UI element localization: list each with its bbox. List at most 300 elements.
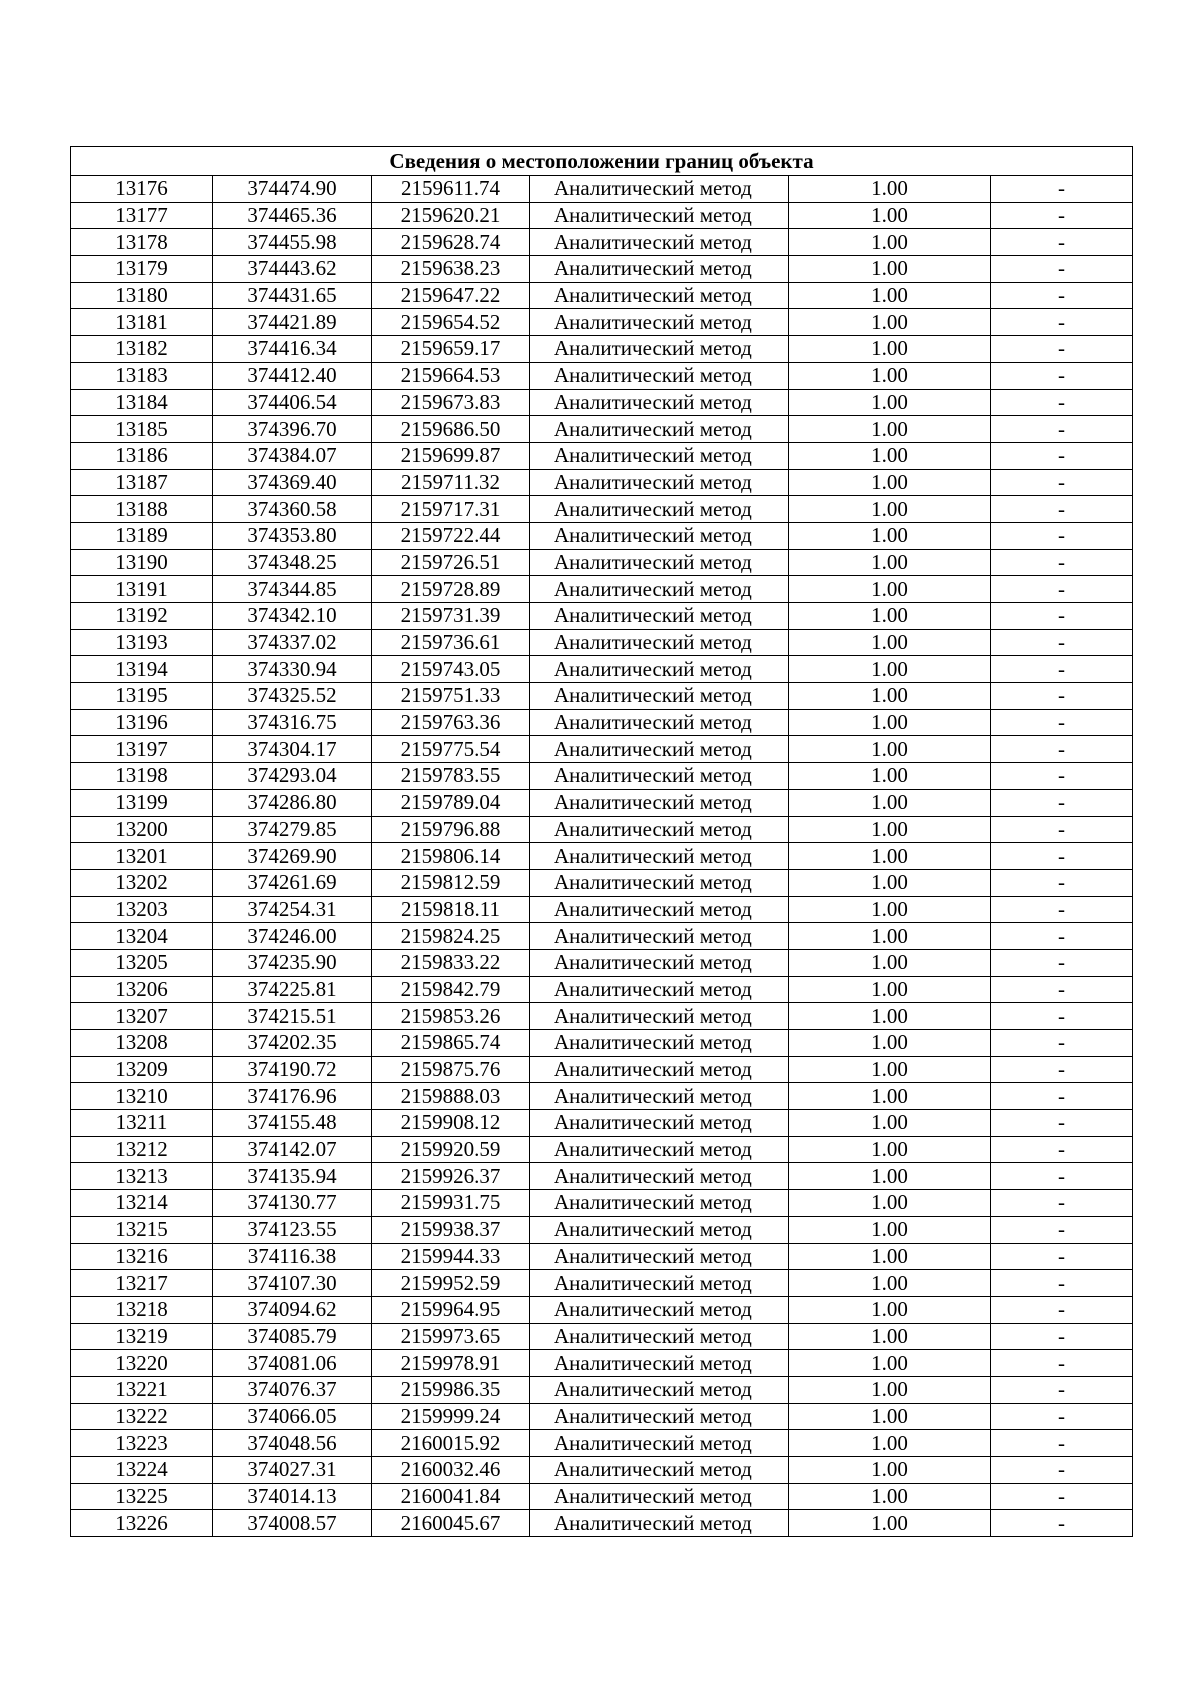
x-coordinate-cell: 374431.65	[213, 282, 372, 309]
table-row	[71, 763, 1133, 790]
point-number-cell: 13221	[71, 1376, 213, 1403]
description-cell: -	[991, 1056, 1133, 1083]
description-cell: -	[991, 416, 1133, 443]
accuracy-cell: 1.00	[789, 389, 991, 416]
point-number-cell: 13224	[71, 1457, 213, 1484]
table-row	[71, 736, 1133, 763]
table-row	[71, 389, 1133, 416]
point-number-cell: 13200	[71, 816, 213, 843]
x-coordinate-cell: 374014.13	[213, 1483, 372, 1510]
method-cell: Аналитический метод	[530, 576, 789, 603]
x-coordinate-cell: 374048.56	[213, 1430, 372, 1457]
x-coordinate-cell: 374190.72	[213, 1056, 372, 1083]
accuracy-cell: 1.00	[789, 1403, 991, 1430]
method-cell: Аналитический метод	[530, 1483, 789, 1510]
x-coordinate-cell: 374455.98	[213, 229, 372, 256]
table-row	[71, 843, 1133, 870]
point-number-cell: 13199	[71, 789, 213, 816]
description-cell: -	[991, 923, 1133, 950]
y-coordinate-cell: 2159888.03	[372, 1083, 530, 1110]
method-cell: Аналитический метод	[530, 1163, 789, 1190]
table-row	[71, 1510, 1133, 1537]
y-coordinate-cell: 2159789.04	[372, 789, 530, 816]
method-cell: Аналитический метод	[530, 496, 789, 523]
x-coordinate-cell: 374008.57	[213, 1510, 372, 1537]
x-coordinate-cell: 374316.75	[213, 709, 372, 736]
description-cell: -	[991, 1003, 1133, 1030]
method-cell: Аналитический метод	[530, 362, 789, 389]
table-row	[71, 469, 1133, 496]
y-coordinate-cell: 2159728.89	[372, 576, 530, 603]
description-cell: -	[991, 336, 1133, 363]
table-row	[71, 923, 1133, 950]
table-row	[71, 442, 1133, 469]
method-cell: Аналитический метод	[530, 389, 789, 416]
y-coordinate-cell: 2159763.36	[372, 709, 530, 736]
table-row	[71, 656, 1133, 683]
y-coordinate-cell: 2159978.91	[372, 1350, 530, 1377]
point-number-cell: 13211	[71, 1110, 213, 1137]
accuracy-cell: 1.00	[789, 202, 991, 229]
point-number-cell: 13218	[71, 1296, 213, 1323]
x-coordinate-cell: 374443.62	[213, 256, 372, 283]
point-number-cell: 13222	[71, 1403, 213, 1430]
accuracy-cell: 1.00	[789, 763, 991, 790]
table-caption: Сведения о местоположении границ объекта	[71, 147, 1133, 176]
x-coordinate-cell: 374344.85	[213, 576, 372, 603]
description-cell: -	[991, 1296, 1133, 1323]
description-cell: -	[991, 576, 1133, 603]
point-number-cell: 13214	[71, 1190, 213, 1217]
accuracy-cell: 1.00	[789, 469, 991, 496]
point-number-cell: 13186	[71, 442, 213, 469]
accuracy-cell: 1.00	[789, 709, 991, 736]
point-number-cell: 13210	[71, 1083, 213, 1110]
method-cell: Аналитический метод	[530, 282, 789, 309]
x-coordinate-cell: 374123.55	[213, 1216, 372, 1243]
accuracy-cell: 1.00	[789, 1003, 991, 1030]
point-number-cell: 13177	[71, 202, 213, 229]
description-cell: -	[991, 256, 1133, 283]
point-number-cell: 13212	[71, 1136, 213, 1163]
table-row	[71, 1350, 1133, 1377]
table-row	[71, 576, 1133, 603]
accuracy-cell: 1.00	[789, 1163, 991, 1190]
x-coordinate-cell: 374142.07	[213, 1136, 372, 1163]
accuracy-cell: 1.00	[789, 176, 991, 203]
x-coordinate-cell: 374360.58	[213, 496, 372, 523]
y-coordinate-cell: 2159775.54	[372, 736, 530, 763]
method-cell: Аналитический метод	[530, 1457, 789, 1484]
description-cell: -	[991, 603, 1133, 630]
point-number-cell: 13197	[71, 736, 213, 763]
accuracy-cell: 1.00	[789, 656, 991, 683]
point-number-cell: 13184	[71, 389, 213, 416]
accuracy-cell: 1.00	[789, 1056, 991, 1083]
y-coordinate-cell: 2159611.74	[372, 176, 530, 203]
description-cell: -	[991, 1457, 1133, 1484]
y-coordinate-cell: 2159986.35	[372, 1376, 530, 1403]
method-cell: Аналитический метод	[530, 1083, 789, 1110]
x-coordinate-cell: 374254.31	[213, 896, 372, 923]
x-coordinate-cell: 374202.35	[213, 1030, 372, 1057]
x-coordinate-cell: 374235.90	[213, 949, 372, 976]
y-coordinate-cell: 2159999.24	[372, 1403, 530, 1430]
method-cell: Аналитический метод	[530, 1003, 789, 1030]
accuracy-cell: 1.00	[789, 309, 991, 336]
y-coordinate-cell: 2159824.25	[372, 923, 530, 950]
y-coordinate-cell: 2159908.12	[372, 1110, 530, 1137]
x-coordinate-cell: 374325.52	[213, 683, 372, 710]
description-cell: -	[991, 1030, 1133, 1057]
y-coordinate-cell: 2159751.33	[372, 683, 530, 710]
x-coordinate-cell: 374176.96	[213, 1083, 372, 1110]
table-body	[71, 176, 1133, 1537]
description-cell: -	[991, 976, 1133, 1003]
x-coordinate-cell: 374085.79	[213, 1323, 372, 1350]
x-coordinate-cell: 374261.69	[213, 869, 372, 896]
point-number-cell: 13209	[71, 1056, 213, 1083]
method-cell: Аналитический метод	[530, 1350, 789, 1377]
table-row	[71, 256, 1133, 283]
table-row	[71, 1003, 1133, 1030]
accuracy-cell: 1.00	[789, 1350, 991, 1377]
y-coordinate-cell: 2159620.21	[372, 202, 530, 229]
description-cell: -	[991, 656, 1133, 683]
x-coordinate-cell: 374348.25	[213, 549, 372, 576]
method-cell: Аналитический метод	[530, 202, 789, 229]
accuracy-cell: 1.00	[789, 576, 991, 603]
y-coordinate-cell: 2159686.50	[372, 416, 530, 443]
x-coordinate-cell: 374135.94	[213, 1163, 372, 1190]
accuracy-cell: 1.00	[789, 603, 991, 630]
description-cell: -	[991, 683, 1133, 710]
point-number-cell: 13201	[71, 843, 213, 870]
method-cell: Аналитический метод	[530, 816, 789, 843]
method-cell: Аналитический метод	[530, 522, 789, 549]
accuracy-cell: 1.00	[789, 1323, 991, 1350]
accuracy-cell: 1.00	[789, 282, 991, 309]
point-number-cell: 13182	[71, 336, 213, 363]
x-coordinate-cell: 374421.89	[213, 309, 372, 336]
table-row	[71, 896, 1133, 923]
y-coordinate-cell: 2159853.26	[372, 1003, 530, 1030]
point-number-cell: 13204	[71, 923, 213, 950]
table-row	[71, 522, 1133, 549]
method-cell: Аналитический метод	[530, 416, 789, 443]
table-row	[71, 683, 1133, 710]
y-coordinate-cell: 2159806.14	[372, 843, 530, 870]
boundary-coordinates-table	[70, 146, 1133, 1537]
x-coordinate-cell: 374412.40	[213, 362, 372, 389]
point-number-cell: 13223	[71, 1430, 213, 1457]
accuracy-cell: 1.00	[789, 816, 991, 843]
point-number-cell: 13190	[71, 549, 213, 576]
description-cell: -	[991, 1430, 1133, 1457]
point-number-cell: 13220	[71, 1350, 213, 1377]
y-coordinate-cell: 2159875.76	[372, 1056, 530, 1083]
description-cell: -	[991, 202, 1133, 229]
accuracy-cell: 1.00	[789, 496, 991, 523]
table-row	[71, 709, 1133, 736]
table-row	[71, 1376, 1133, 1403]
method-cell: Аналитический метод	[530, 1296, 789, 1323]
y-coordinate-cell: 2159717.31	[372, 496, 530, 523]
table-row	[71, 1243, 1133, 1270]
method-cell: Аналитический метод	[530, 949, 789, 976]
method-cell: Аналитический метод	[530, 1430, 789, 1457]
point-number-cell: 13226	[71, 1510, 213, 1537]
table-row	[71, 816, 1133, 843]
point-number-cell: 13189	[71, 522, 213, 549]
table-row	[71, 1163, 1133, 1190]
description-cell: -	[991, 1323, 1133, 1350]
table-row	[71, 1323, 1133, 1350]
accuracy-cell: 1.00	[789, 442, 991, 469]
accuracy-cell: 1.00	[789, 1483, 991, 1510]
method-cell: Аналитический метод	[530, 763, 789, 790]
y-coordinate-cell: 2159654.52	[372, 309, 530, 336]
y-coordinate-cell: 2159865.74	[372, 1030, 530, 1057]
accuracy-cell: 1.00	[789, 736, 991, 763]
method-cell: Аналитический метод	[530, 1243, 789, 1270]
point-number-cell: 13188	[71, 496, 213, 523]
point-number-cell: 13206	[71, 976, 213, 1003]
table-row	[71, 603, 1133, 630]
x-coordinate-cell: 374107.30	[213, 1270, 372, 1297]
method-cell: Аналитический метод	[530, 256, 789, 283]
description-cell: -	[991, 229, 1133, 256]
table-row	[71, 976, 1133, 1003]
point-number-cell: 13219	[71, 1323, 213, 1350]
x-coordinate-cell: 374396.70	[213, 416, 372, 443]
point-number-cell: 13213	[71, 1163, 213, 1190]
table-row	[71, 1216, 1133, 1243]
x-coordinate-cell: 374416.34	[213, 336, 372, 363]
method-cell: Аналитический метод	[530, 309, 789, 336]
x-coordinate-cell: 374225.81	[213, 976, 372, 1003]
description-cell: -	[991, 309, 1133, 336]
method-cell: Аналитический метод	[530, 1056, 789, 1083]
accuracy-cell: 1.00	[789, 1083, 991, 1110]
accuracy-cell: 1.00	[789, 1243, 991, 1270]
table-row	[71, 1110, 1133, 1137]
point-number-cell: 13192	[71, 603, 213, 630]
table-row	[71, 336, 1133, 363]
y-coordinate-cell: 2159731.39	[372, 603, 530, 630]
table-row	[71, 496, 1133, 523]
description-cell: -	[991, 843, 1133, 870]
method-cell: Аналитический метод	[530, 629, 789, 656]
y-coordinate-cell: 2159842.79	[372, 976, 530, 1003]
point-number-cell: 13181	[71, 309, 213, 336]
description-cell: -	[991, 389, 1133, 416]
method-cell: Аналитический метод	[530, 1030, 789, 1057]
x-coordinate-cell: 374465.36	[213, 202, 372, 229]
table-row	[71, 229, 1133, 256]
method-cell: Аналитический метод	[530, 736, 789, 763]
accuracy-cell: 1.00	[789, 1510, 991, 1537]
point-number-cell: 13225	[71, 1483, 213, 1510]
table-row	[71, 1083, 1133, 1110]
accuracy-cell: 1.00	[789, 1376, 991, 1403]
description-cell: -	[991, 949, 1133, 976]
accuracy-cell: 1.00	[789, 362, 991, 389]
accuracy-cell: 1.00	[789, 976, 991, 1003]
x-coordinate-cell: 374330.94	[213, 656, 372, 683]
y-coordinate-cell: 2159722.44	[372, 522, 530, 549]
x-coordinate-cell: 374353.80	[213, 522, 372, 549]
description-cell: -	[991, 1083, 1133, 1110]
y-coordinate-cell: 2159673.83	[372, 389, 530, 416]
y-coordinate-cell: 2160015.92	[372, 1430, 530, 1457]
description-cell: -	[991, 522, 1133, 549]
description-cell: -	[991, 549, 1133, 576]
y-coordinate-cell: 2159699.87	[372, 442, 530, 469]
description-cell: -	[991, 1110, 1133, 1137]
accuracy-cell: 1.00	[789, 869, 991, 896]
accuracy-cell: 1.00	[789, 229, 991, 256]
accuracy-cell: 1.00	[789, 1110, 991, 1137]
point-number-cell: 13217	[71, 1270, 213, 1297]
point-number-cell: 13185	[71, 416, 213, 443]
table-row	[71, 1056, 1133, 1083]
description-cell: -	[991, 709, 1133, 736]
accuracy-cell: 1.00	[789, 843, 991, 870]
y-coordinate-cell: 2159783.55	[372, 763, 530, 790]
y-coordinate-cell: 2159743.05	[372, 656, 530, 683]
y-coordinate-cell: 2160032.46	[372, 1457, 530, 1484]
point-number-cell: 13216	[71, 1243, 213, 1270]
description-cell: -	[991, 1270, 1133, 1297]
point-number-cell: 13178	[71, 229, 213, 256]
method-cell: Аналитический метод	[530, 1403, 789, 1430]
method-cell: Аналитический метод	[530, 1270, 789, 1297]
method-cell: Аналитический метод	[530, 549, 789, 576]
y-coordinate-cell: 2159664.53	[372, 362, 530, 389]
accuracy-cell: 1.00	[789, 256, 991, 283]
x-coordinate-cell: 374384.07	[213, 442, 372, 469]
description-cell: -	[991, 763, 1133, 790]
table-row	[71, 1136, 1133, 1163]
table-row	[71, 869, 1133, 896]
point-number-cell: 13193	[71, 629, 213, 656]
y-coordinate-cell: 2159796.88	[372, 816, 530, 843]
y-coordinate-cell: 2159964.95	[372, 1296, 530, 1323]
method-cell: Аналитический метод	[530, 1323, 789, 1350]
table-row	[71, 282, 1133, 309]
accuracy-cell: 1.00	[789, 416, 991, 443]
table-row	[71, 1430, 1133, 1457]
y-coordinate-cell: 2159938.37	[372, 1216, 530, 1243]
description-cell: -	[991, 1403, 1133, 1430]
point-number-cell: 13180	[71, 282, 213, 309]
table-row	[71, 176, 1133, 203]
table-row	[71, 202, 1133, 229]
accuracy-cell: 1.00	[789, 1457, 991, 1484]
method-cell: Аналитический метод	[530, 923, 789, 950]
point-number-cell: 13187	[71, 469, 213, 496]
x-coordinate-cell: 374116.38	[213, 1243, 372, 1270]
method-cell: Аналитический метод	[530, 176, 789, 203]
point-number-cell: 13179	[71, 256, 213, 283]
description-cell: -	[991, 469, 1133, 496]
point-number-cell: 13215	[71, 1216, 213, 1243]
accuracy-cell: 1.00	[789, 923, 991, 950]
y-coordinate-cell: 2160041.84	[372, 1483, 530, 1510]
x-coordinate-cell: 374081.06	[213, 1350, 372, 1377]
x-coordinate-cell: 374286.80	[213, 789, 372, 816]
x-coordinate-cell: 374369.40	[213, 469, 372, 496]
table-row	[71, 416, 1133, 443]
method-cell: Аналитический метод	[530, 896, 789, 923]
y-coordinate-cell: 2159973.65	[372, 1323, 530, 1350]
point-number-cell: 13194	[71, 656, 213, 683]
point-number-cell: 13183	[71, 362, 213, 389]
description-cell: -	[991, 442, 1133, 469]
y-coordinate-cell: 2159952.59	[372, 1270, 530, 1297]
x-coordinate-cell: 374094.62	[213, 1296, 372, 1323]
y-coordinate-cell: 2159931.75	[372, 1190, 530, 1217]
y-coordinate-cell: 2159736.61	[372, 629, 530, 656]
point-number-cell: 13203	[71, 896, 213, 923]
accuracy-cell: 1.00	[789, 1136, 991, 1163]
description-cell: -	[991, 1243, 1133, 1270]
accuracy-cell: 1.00	[789, 1430, 991, 1457]
table-row	[71, 1403, 1133, 1430]
x-coordinate-cell: 374027.31	[213, 1457, 372, 1484]
method-cell: Аналитический метод	[530, 843, 789, 870]
description-cell: -	[991, 1350, 1133, 1377]
method-cell: Аналитический метод	[530, 1110, 789, 1137]
x-coordinate-cell: 374269.90	[213, 843, 372, 870]
y-coordinate-cell: 2159711.32	[372, 469, 530, 496]
point-number-cell: 13205	[71, 949, 213, 976]
description-cell: -	[991, 282, 1133, 309]
x-coordinate-cell: 374246.00	[213, 923, 372, 950]
accuracy-cell: 1.00	[789, 336, 991, 363]
method-cell: Аналитический метод	[530, 229, 789, 256]
x-coordinate-cell: 374304.17	[213, 736, 372, 763]
point-number-cell: 13208	[71, 1030, 213, 1057]
method-cell: Аналитический метод	[530, 683, 789, 710]
table-row	[71, 1296, 1133, 1323]
x-coordinate-cell: 374406.54	[213, 389, 372, 416]
accuracy-cell: 1.00	[789, 896, 991, 923]
description-cell: -	[991, 362, 1133, 389]
method-cell: Аналитический метод	[530, 1510, 789, 1537]
x-coordinate-cell: 374293.04	[213, 763, 372, 790]
x-coordinate-cell: 374279.85	[213, 816, 372, 843]
accuracy-cell: 1.00	[789, 683, 991, 710]
method-cell: Аналитический метод	[530, 1376, 789, 1403]
method-cell: Аналитический метод	[530, 1216, 789, 1243]
y-coordinate-cell: 2159638.23	[372, 256, 530, 283]
accuracy-cell: 1.00	[789, 549, 991, 576]
accuracy-cell: 1.00	[789, 1296, 991, 1323]
description-cell: -	[991, 1483, 1133, 1510]
accuracy-cell: 1.00	[789, 522, 991, 549]
method-cell: Аналитический метод	[530, 469, 789, 496]
method-cell: Аналитический метод	[530, 869, 789, 896]
y-coordinate-cell: 2159818.11	[372, 896, 530, 923]
y-coordinate-cell: 2159628.74	[372, 229, 530, 256]
method-cell: Аналитический метод	[530, 336, 789, 363]
method-cell: Аналитический метод	[530, 1190, 789, 1217]
method-cell: Аналитический метод	[530, 976, 789, 1003]
table-row	[71, 1190, 1133, 1217]
description-cell: -	[991, 1510, 1133, 1537]
